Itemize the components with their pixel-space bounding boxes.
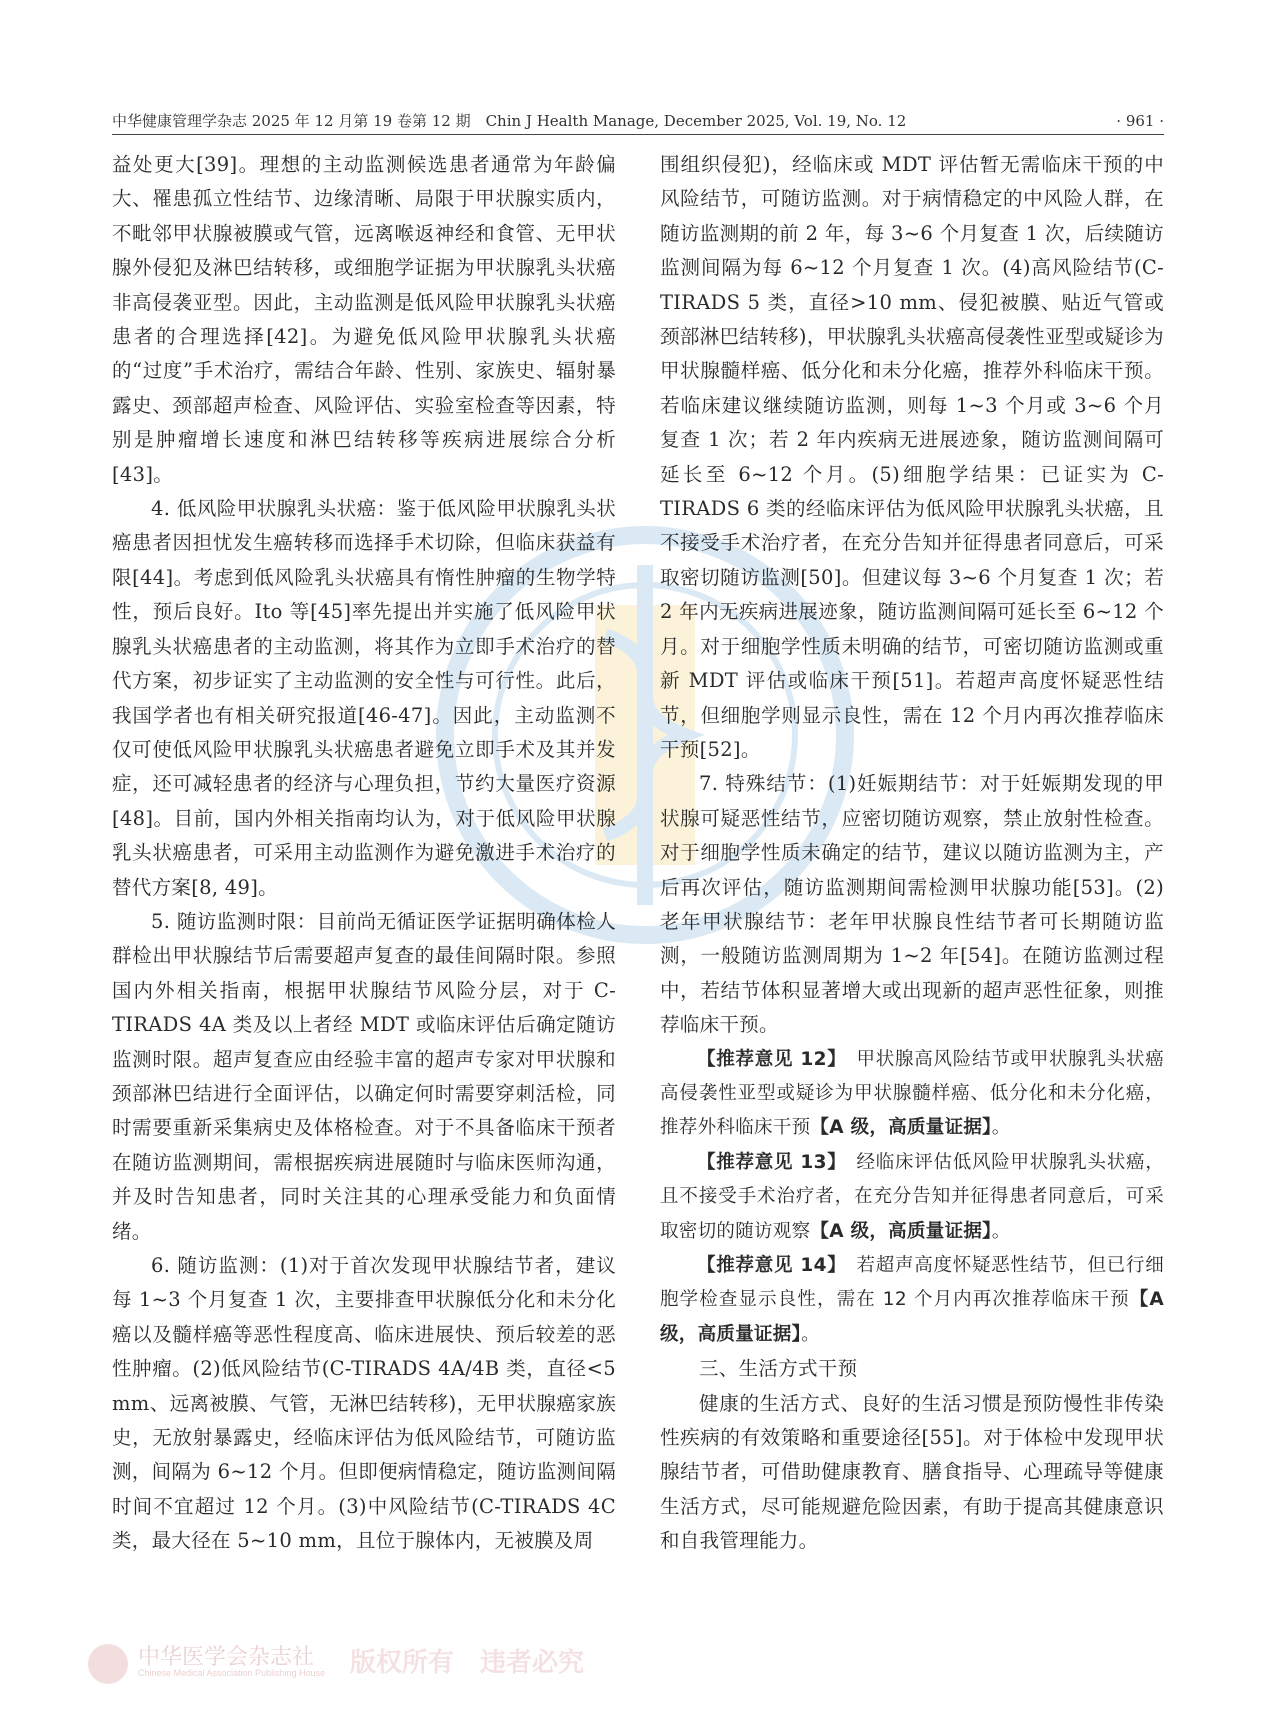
paragraph: 益处更大[39]。理想的主动监测候选患者通常为年龄偏大、罹患孤立性结节、边缘清晰、局限于甲状腺实质内，不毗邻甲状腺被膜或气管，远离喉返神经和食管、无甲状腺外侵犯及淋巴结转移，或细胞学证据为甲状腺乳头状癌非高侵袭亚型。因此，主动监测是低风险甲状腺乳头状癌患者的合理选择[42]。为避免低风险甲状腺乳头状癌的“过度”手术治疗，需结合年龄、性别、家族史、辐射暴露史、颈部超声检查、风险评估、实验室检查等因素，特别是肿瘤增长速度和淋巴结转移等疾病进展综合分析[43]。 <box>112 153 616 486</box>
recommendation-label: 【推荐意见 14】 <box>697 1255 838 1276</box>
recommendation-end: 。 <box>991 1117 1011 1139</box>
recommendation-label: 【推荐意见 12】 <box>697 1048 838 1070</box>
page-number: · 961 · <box>1116 112 1164 130</box>
paragraph: 围组织侵犯)，经临床或 MDT 评估暂无需临床干预的中风险结节，可随访监测。对于病情稳定的中风险人群，在随访监测期的前 2 年，每 3~6 个月复查 1 次，后续随访监测间隔为每 6~12 个月复查 1 次。(4)高风险结节(C-TIRADS 5 类，直径>10 mm、侵犯被膜、贴近气管或颈部淋巴结转移)，甲状腺乳头状癌高侵袭性亚型或疑诊为甲状腺髓样癌、低分化和未分化癌，推荐外科临床干预。若临床建议继续随访监测，则每 1~3 个月或 3~6 个月复查 1 次；若 2 年内疾病无进展迹象，随访监测间隔可延长至 6~12 个月。(5)细胞学结果：已证实为 C-TIRADS 6 类的经临床评估为低风险甲状腺乳头状癌，且不接受手术治疗者，在充分告知并征得患者同意后，可采取密切随访监测[50]。但建议每 3~6 个月复查 1 次；若 2 年内无疾病进展迹象，随访监测间隔可延长至 6~12 个月。对于细胞学性质未明确的结节，可密切随访监测或重新 MDT 评估或临床干预[51]。若超声高度怀疑恶性结节，但细胞学则显示良性，需在 12 个月内再次推荐临床干预[52]。 <box>660 153 1164 761</box>
recommendation-text: 甲状腺高风险结节或甲状腺乳头状癌高侵袭性亚型或疑诊为甲状腺髓样癌、低分化和未分化癌，推荐外科临床干预 <box>660 1048 1165 1139</box>
copyright-notice: 版权所有 违者必究 <box>350 1648 585 1678</box>
running-header <box>112 108 1164 135</box>
recommendation-end: 。 <box>991 1220 1011 1242</box>
publisher-logo <box>88 1640 585 1688</box>
paragraph: 5. 随访监测时限：目前尚无循证医学证据明确体检人群检出甲状腺结节后需要超声复查的最佳间隔时限。参照国内外相关指南，根据甲状腺结节风险分层，对于 C-TIRADS 4A 类及以上者经 MDT 或临床评估后确定随访监测时限。超声复查应由经验丰富的超声专家对甲状腺和颈部淋巴结进行全面评估，以确定何时需要穿刺活检，同时需要重新采集病史及体格检查。对于不具备临床干预者在随访监测期间，需根据疾病进展随时与临床医师沟通，并及时告知患者，同时关注其的心理承受能力和负面情绪。 <box>112 909 616 1243</box>
publisher-name: 中华医学会杂志社 <box>138 1645 315 1670</box>
publisher-seal-icon <box>88 1644 128 1684</box>
recommendation-text: 若超声高度怀疑恶性结节，但已行细胞学检查显示良性，需在 12 个月内再次推荐临床干预 <box>660 1255 1165 1311</box>
evidence-grade: 【A 级，高质量证据】 <box>810 1117 992 1139</box>
recommendation-end: 。 <box>801 1323 820 1345</box>
right-column <box>660 148 1164 1559</box>
left-column <box>112 148 616 1559</box>
recommendation-label: 【推荐意见 13】 <box>697 1151 838 1173</box>
paragraph: 6. 随访监测：(1)对于首次发现甲状腺结节者，建议每 1~3 个月复查 1 次，主要排查甲状腺低分化和未分化癌以及髓样癌等恶性程度高、临床进展快、预后较差的恶性肿瘤。(2)低风险结节(C-TIRADS 4A/4B 类，直径<5 mm、远离被膜、气管，无淋巴结转移)，无甲状腺癌家族史，无放射暴露史，经临床评估为低风险结节，可随访监测，间隔为 6~12 个月。但即便病情稳定，随访监测间隔时间不宜超过 12 个月。(3)中风险结节(C-TIRADS 4C 类，最大径在 5~10 mm，且位于腺体内，无被膜及周 <box>112 1254 616 1553</box>
recommendation-14 <box>660 1249 1164 1352</box>
evidence-grade: 【A 级，高质量证据】 <box>810 1220 992 1242</box>
publisher-name-en: Chinese Medical Association Publishing House <box>138 1668 326 1678</box>
paragraph: 健康的生活方式、良好的生活习惯是预防慢性非传染性疾病的有效策略和重要途径[55]。对于体检中发现甲状腺结节者，可借助健康教育、膳食指导、心理疏导等健康生活方式，尽可能规避危险因素，有助于提高其健康意识和自我管理能力。 <box>660 1391 1164 1553</box>
evidence-grade: 【A 级，高质量证据】 <box>660 1289 1165 1345</box>
paragraph: 4. 低风险甲状腺乳头状癌：鉴于低风险甲状腺乳头状癌患者因担忧发生癌转移而选择手术切除，但临床获益有限[44]。考虑到低风险乳头状癌具有惰性肿瘤的生物学特性，预后良好。Ito 等[45]率先提出并实施了低风险甲状腺乳头状癌患者的主动监测，将其作为立即手术治疗的替代方案，初步证实了主动监测的安全性与可行性。此后，我国学者也有相关研究报道[46-47]。因此，主动监测不仅可使低风险甲状腺乳头状癌患者避免立即手术及其并发症，还可减轻患者的经济与心理负担，节约大量医疗资源[48]。目前，国内外相关指南均认为，对于低风险甲状腺乳头状癌患者，可采用主动监测作为避免激进手术治疗的替代方案[8, 49]。 <box>112 497 616 899</box>
recommendation-text: 经临床评估低风险甲状腺乳头状癌，且不接受手术治疗者，在充分告知并征得患者同意后，可采取密切的随访观察 <box>660 1151 1165 1242</box>
paragraph: 7. 特殊结节：(1)妊娠期结节：对于妊娠期发现的甲状腺可疑恶性结节，应密切随访观察，禁止放射性检查。对于细胞学性质未确定的结节，建议以随访监测为主，产后再次评估，随访监测期间需检测甲状腺功能[53]。(2)老年甲状腺结节：老年甲状腺良性结节者可长期随访监测，一般随访监测周期为 1~2 年[54]。在随访监测过程中，若结节体积显著增大或出现新的超声恶性征象，则推荐临床干预。 <box>660 772 1164 1037</box>
section-heading: 三、生活方式干预 <box>699 1357 858 1381</box>
journal-citation: 中华健康管理学杂志 2025 年 12 月第 19 卷第 12 期 Chin J Health Manage, December 2025, Vol. 19, No. 12 <box>112 112 907 130</box>
recommendation-12 <box>660 1043 1164 1146</box>
recommendation-13 <box>660 1146 1164 1249</box>
